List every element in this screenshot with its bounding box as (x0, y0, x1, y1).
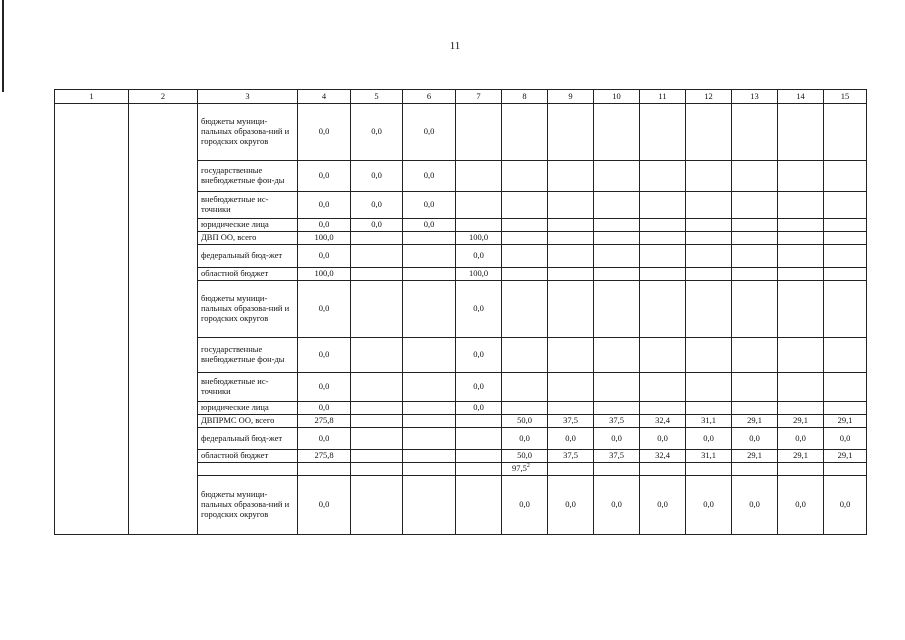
value-cell: 0,0 (298, 402, 351, 415)
value-cell (778, 245, 824, 268)
header-cell: 8 (502, 90, 548, 104)
value-cell (640, 192, 686, 219)
value-cell (351, 232, 403, 245)
value-cell (640, 232, 686, 245)
header-cell: 9 (548, 90, 594, 104)
value-cell (732, 232, 778, 245)
value-cell (824, 402, 867, 415)
value-cell (640, 104, 686, 161)
value-cell: 0,0 (778, 476, 824, 535)
value-cell: 100,0 (456, 232, 502, 245)
value-cell: 0,0 (298, 338, 351, 373)
value-cell (548, 104, 594, 161)
value-cell (594, 402, 640, 415)
value-cell (403, 415, 456, 428)
value-cell (686, 192, 732, 219)
value-cell: 0,0 (732, 428, 778, 450)
value-cell: 32,4 (640, 415, 686, 428)
footnote-value-cell (502, 463, 548, 476)
header-cell: 7 (456, 90, 502, 104)
value-cell: 0,0 (456, 402, 502, 415)
value-cell: 0,0 (686, 476, 732, 535)
source-cell: юридические лица (198, 402, 298, 415)
value-cell (686, 281, 732, 338)
value-cell (548, 161, 594, 192)
value-cell: 100,0 (298, 232, 351, 245)
value-cell (732, 245, 778, 268)
value-cell (824, 338, 867, 373)
value-cell: 0,0 (298, 219, 351, 232)
value-cell: 0,0 (298, 192, 351, 219)
value-cell (778, 161, 824, 192)
value-cell (403, 338, 456, 373)
value-cell (640, 219, 686, 232)
value-cell: 29,1 (778, 450, 824, 463)
value-cell (778, 104, 824, 161)
value-cell (456, 450, 502, 463)
value-cell: 0,0 (686, 428, 732, 450)
value-cell (548, 232, 594, 245)
header-cell: 13 (732, 90, 778, 104)
value-cell: 0,0 (502, 428, 548, 450)
value-cell (548, 219, 594, 232)
header-cell: 4 (298, 90, 351, 104)
value-cell: 0,0 (594, 428, 640, 450)
header-cell: 6 (403, 90, 456, 104)
empty-cell (594, 463, 640, 476)
value-cell: 0,0 (351, 161, 403, 192)
source-cell: внебюджетные ис-точники (198, 373, 298, 402)
value-cell (351, 281, 403, 338)
value-cell (824, 104, 867, 161)
value-cell (732, 402, 778, 415)
value-cell (594, 245, 640, 268)
value-cell (351, 268, 403, 281)
value-cell (502, 373, 548, 402)
value-cell: 0,0 (640, 428, 686, 450)
value-cell: 0,0 (298, 161, 351, 192)
value-cell (548, 245, 594, 268)
value-cell: 31,1 (686, 450, 732, 463)
value-cell (732, 192, 778, 219)
value-cell: 0,0 (502, 476, 548, 535)
footnote-marker: 2 (526, 463, 530, 469)
value-cell (686, 219, 732, 232)
value-cell (824, 232, 867, 245)
value-cell (594, 219, 640, 232)
value-cell (403, 402, 456, 415)
value-cell (640, 281, 686, 338)
header-cell: 12 (686, 90, 732, 104)
value-cell (594, 268, 640, 281)
empty-cell (129, 104, 198, 535)
empty-cell (824, 463, 867, 476)
value-cell (732, 373, 778, 402)
value-cell: 0,0 (403, 104, 456, 161)
empty-cell (198, 463, 298, 476)
empty-cell (778, 463, 824, 476)
source-cell: федеральный бюд-жет (198, 245, 298, 268)
value-cell (778, 232, 824, 245)
value-cell (456, 428, 502, 450)
value-cell (594, 192, 640, 219)
empty-cell (403, 463, 456, 476)
value-cell: 37,5 (548, 450, 594, 463)
value-cell (686, 402, 732, 415)
value-cell (778, 268, 824, 281)
value-cell (403, 268, 456, 281)
value-cell (594, 232, 640, 245)
header-cell: 10 (594, 90, 640, 104)
value-cell (686, 268, 732, 281)
source-cell: бюджеты муници-пальных образова-ний и городских округов (198, 281, 298, 338)
value-cell (403, 428, 456, 450)
header-cell: 11 (640, 90, 686, 104)
value-cell: 0,0 (351, 104, 403, 161)
budget-table (54, 89, 867, 535)
footnote-value: 97,5 (512, 462, 527, 473)
value-cell (686, 232, 732, 245)
value-cell: 0,0 (298, 476, 351, 535)
source-cell: ДВП ОО, всего (198, 232, 298, 245)
value-cell (403, 373, 456, 402)
value-cell (732, 268, 778, 281)
value-cell (778, 338, 824, 373)
value-cell: 0,0 (298, 104, 351, 161)
value-cell (778, 219, 824, 232)
value-cell (824, 281, 867, 338)
value-cell (502, 281, 548, 338)
value-cell (594, 338, 640, 373)
value-cell (403, 476, 456, 535)
value-cell (456, 476, 502, 535)
header-cell: 3 (198, 90, 298, 104)
value-cell (640, 161, 686, 192)
value-cell (640, 373, 686, 402)
value-cell: 32,4 (640, 450, 686, 463)
value-cell (640, 245, 686, 268)
value-cell: 37,5 (548, 415, 594, 428)
header-cell: 15 (824, 90, 867, 104)
value-cell (456, 104, 502, 161)
value-cell: 37,5 (594, 415, 640, 428)
value-cell (351, 428, 403, 450)
source-cell: областной бюджет (198, 450, 298, 463)
value-cell: 0,0 (298, 245, 351, 268)
value-cell: 29,1 (778, 415, 824, 428)
value-cell (686, 104, 732, 161)
value-cell (732, 104, 778, 161)
value-cell: 29,1 (732, 415, 778, 428)
value-cell: 100,0 (456, 268, 502, 281)
value-cell (594, 281, 640, 338)
value-cell: 50,0 (502, 450, 548, 463)
value-cell: 0,0 (824, 428, 867, 450)
value-cell (502, 232, 548, 245)
value-cell: 0,0 (456, 338, 502, 373)
value-cell (502, 161, 548, 192)
value-cell: 50,0 (502, 415, 548, 428)
value-cell (502, 192, 548, 219)
value-cell (824, 373, 867, 402)
empty-cell (55, 104, 129, 535)
header-cell: 2 (129, 90, 198, 104)
value-cell: 0,0 (778, 428, 824, 450)
value-cell (351, 450, 403, 463)
value-cell: 0,0 (403, 192, 456, 219)
value-cell (640, 338, 686, 373)
source-cell: государственные внебюджетные фон-ды (198, 161, 298, 192)
source-cell: юридические лица (198, 219, 298, 232)
table-row (55, 104, 867, 161)
value-cell: 0,0 (456, 281, 502, 338)
value-cell (778, 402, 824, 415)
source-cell: бюджеты муници-пальных образова-ний и городских округов (198, 104, 298, 161)
value-cell (548, 268, 594, 281)
value-cell: 0,0 (824, 476, 867, 535)
header-cell: 1 (55, 90, 129, 104)
value-cell: 0,0 (403, 219, 456, 232)
value-cell (548, 373, 594, 402)
value-cell (824, 219, 867, 232)
value-cell: 0,0 (548, 428, 594, 450)
value-cell (456, 192, 502, 219)
value-cell (824, 161, 867, 192)
value-cell (594, 104, 640, 161)
value-cell (778, 192, 824, 219)
value-cell (732, 161, 778, 192)
value-cell (824, 192, 867, 219)
value-cell: 0,0 (456, 373, 502, 402)
value-cell: 0,0 (548, 476, 594, 535)
header-cell: 5 (351, 90, 403, 104)
value-cell (502, 402, 548, 415)
value-cell: 0,0 (351, 192, 403, 219)
value-cell (594, 373, 640, 402)
source-cell: государственные внебюджетные фон-ды (198, 338, 298, 373)
value-cell (456, 161, 502, 192)
value-cell (351, 373, 403, 402)
value-cell: 31,1 (686, 415, 732, 428)
source-cell: областной бюджет (198, 268, 298, 281)
value-cell (351, 338, 403, 373)
value-cell: 0,0 (403, 161, 456, 192)
value-cell (548, 338, 594, 373)
value-cell (502, 219, 548, 232)
value-cell: 0,0 (298, 281, 351, 338)
value-cell (594, 161, 640, 192)
value-cell: 0,0 (456, 245, 502, 268)
value-cell (403, 232, 456, 245)
value-cell (351, 415, 403, 428)
empty-cell (640, 463, 686, 476)
value-cell (502, 245, 548, 268)
value-cell (456, 415, 502, 428)
value-cell: 0,0 (298, 373, 351, 402)
header-cell: 14 (778, 90, 824, 104)
value-cell (502, 338, 548, 373)
value-cell: 37,5 (594, 450, 640, 463)
value-cell (351, 245, 403, 268)
left-margin-rule (2, 0, 4, 92)
value-cell: 29,1 (732, 450, 778, 463)
value-cell: 0,0 (732, 476, 778, 535)
value-cell (548, 402, 594, 415)
value-cell (548, 281, 594, 338)
header-row (55, 90, 867, 104)
value-cell: 0,0 (640, 476, 686, 535)
page-number: 11 (449, 40, 461, 52)
value-cell (686, 161, 732, 192)
value-cell: 29,1 (824, 450, 867, 463)
source-cell: федеральный бюд-жет (198, 428, 298, 450)
value-cell: 0,0 (594, 476, 640, 535)
empty-cell (351, 463, 403, 476)
value-cell (456, 219, 502, 232)
empty-cell (456, 463, 502, 476)
value-cell (686, 245, 732, 268)
value-cell (502, 268, 548, 281)
value-cell (640, 402, 686, 415)
value-cell (686, 373, 732, 402)
source-cell: бюджеты муници-пальных образова-ний и городских округов (198, 476, 298, 535)
value-cell (351, 402, 403, 415)
value-cell (502, 104, 548, 161)
empty-cell (732, 463, 778, 476)
value-cell: 275,8 (298, 450, 351, 463)
value-cell (351, 476, 403, 535)
value-cell (732, 219, 778, 232)
source-cell: внебюджетные ис-точники (198, 192, 298, 219)
value-cell (778, 373, 824, 402)
empty-cell (298, 463, 351, 476)
value-cell (732, 281, 778, 338)
value-cell (824, 245, 867, 268)
source-cell: ДВПРМС ОО, всего (198, 415, 298, 428)
value-cell (640, 268, 686, 281)
empty-cell (548, 463, 594, 476)
value-cell (686, 338, 732, 373)
value-cell (403, 281, 456, 338)
value-cell (403, 450, 456, 463)
empty-cell (686, 463, 732, 476)
value-cell (403, 245, 456, 268)
value-cell: 275,8 (298, 415, 351, 428)
value-cell (548, 192, 594, 219)
value-cell: 29,1 (824, 415, 867, 428)
value-cell (824, 268, 867, 281)
value-cell: 100,0 (298, 268, 351, 281)
value-cell (778, 281, 824, 338)
value-cell: 0,0 (298, 428, 351, 450)
value-cell (732, 338, 778, 373)
value-cell: 0,0 (351, 219, 403, 232)
